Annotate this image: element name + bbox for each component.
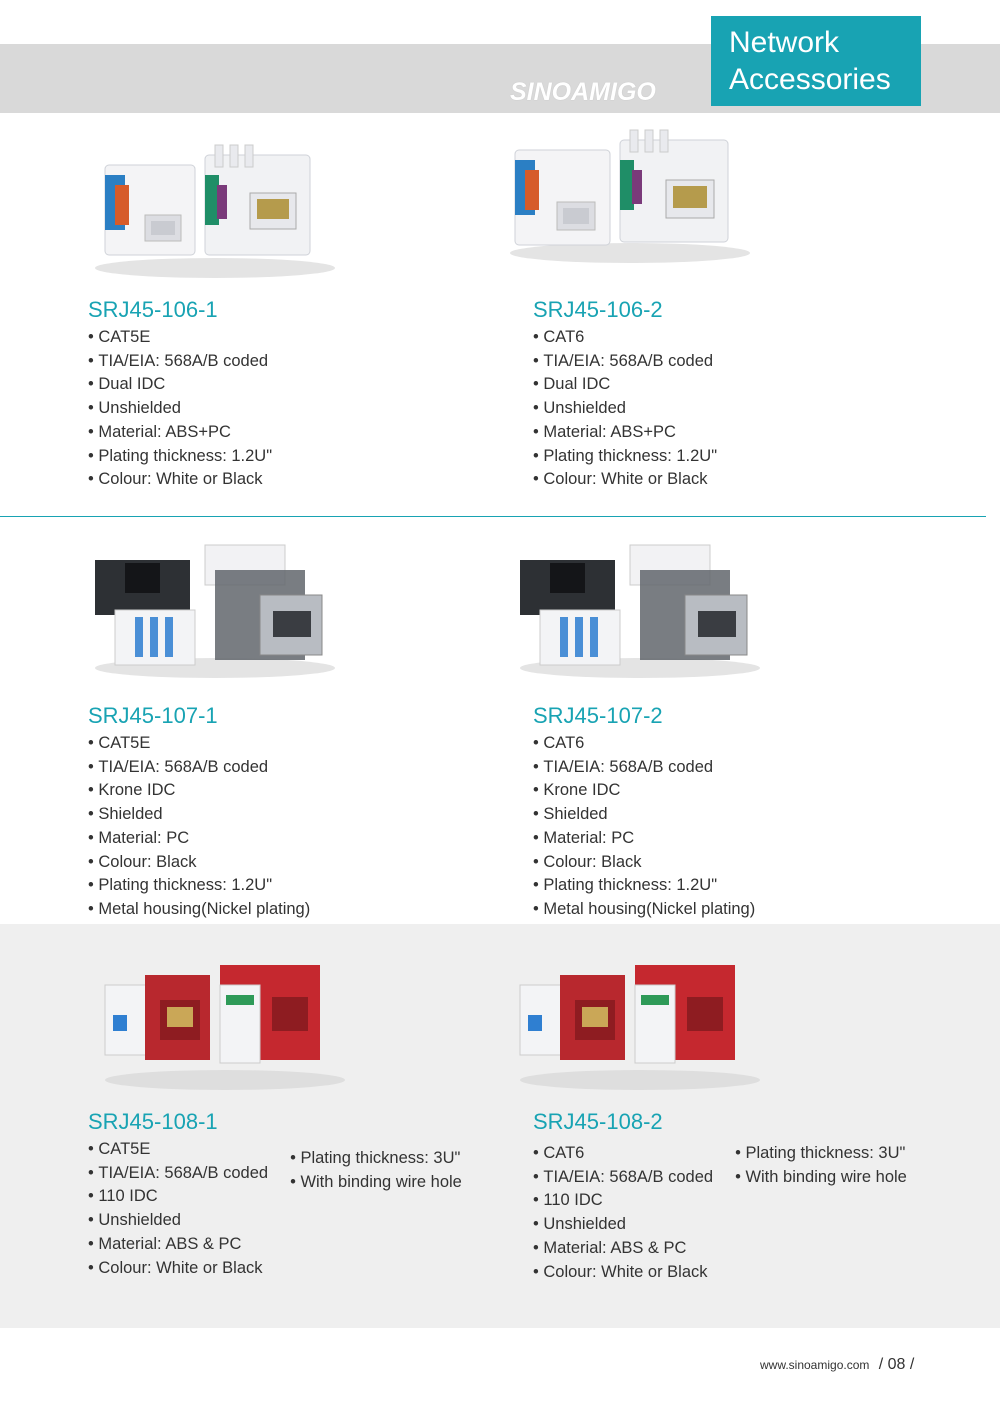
spec-item: • Plating thickness: 1.2U" xyxy=(88,874,508,898)
spec-item: • Colour: White or Black xyxy=(533,468,953,492)
product-srj45-108-1 xyxy=(88,1108,508,1280)
spec-item: • Colour: White or Black xyxy=(533,1261,713,1285)
spec-item: • Unshielded xyxy=(533,1213,713,1237)
spec-item: • TIA/EIA: 568A/B coded xyxy=(88,350,508,374)
spec-item: • TIA/EIA: 568A/B coded xyxy=(533,1166,713,1190)
spec-item: • CAT5E xyxy=(88,732,508,756)
spec-item: • Shielded xyxy=(88,803,508,827)
section-title-line1: Network xyxy=(729,26,840,59)
spec-item: • With binding wire hole xyxy=(290,1171,462,1195)
product-srj45-106-2 xyxy=(533,296,953,492)
spec-item: • CAT6 xyxy=(533,1142,713,1166)
brand-logo: SINOAMIGO xyxy=(510,78,656,106)
page-number: / 08 / xyxy=(878,1356,915,1373)
product-srj45-107-1 xyxy=(88,702,508,922)
product-name: SRJ45-107-1 xyxy=(88,703,218,728)
spec-item: • Material: ABS & PC xyxy=(533,1237,713,1261)
spec-item: • Plating thickness: 1.2U" xyxy=(88,445,508,469)
spec-list-extra xyxy=(290,1147,462,1280)
spec-list xyxy=(88,1138,268,1280)
spec-item: • Unshielded xyxy=(88,1209,268,1233)
product-image-srj45-108-2 xyxy=(510,955,770,1095)
spec-item: • Material: ABS+PC xyxy=(533,421,953,445)
product-name: SRJ45-107-2 xyxy=(533,703,663,728)
product-image-srj45-107-1 xyxy=(85,540,345,680)
spec-list-extra xyxy=(735,1142,907,1284)
spec-item: • Krone IDC xyxy=(533,779,953,803)
product-srj45-107-2 xyxy=(533,702,953,922)
product-image-srj45-106-2 xyxy=(500,125,760,265)
spec-item: • Colour: Black xyxy=(88,851,508,875)
spec-item: • Unshielded xyxy=(533,397,953,421)
spec-item: • Material: ABS & PC xyxy=(88,1233,268,1257)
spec-item: • CAT5E xyxy=(88,1138,268,1162)
product-srj45-108-2 xyxy=(533,1108,953,1284)
spec-item: • Plating thickness: 3U" xyxy=(735,1142,907,1166)
spec-list xyxy=(533,1142,713,1284)
spec-item: • CAT6 xyxy=(533,326,953,350)
spec-item: • With binding wire hole xyxy=(735,1166,907,1190)
spec-item: • Colour: White or Black xyxy=(88,1257,268,1281)
spec-item: • Dual IDC xyxy=(88,373,508,397)
spec-item: • Colour: Black xyxy=(533,851,953,875)
spec-item: • TIA/EIA: 568A/B coded xyxy=(533,350,953,374)
spec-item: • Material: ABS+PC xyxy=(88,421,508,445)
product-name: SRJ45-106-1 xyxy=(88,297,218,322)
footer-website: www.sinoamigo.com xyxy=(760,1358,870,1372)
spec-item: • Metal housing(Nickel plating) xyxy=(533,898,953,922)
spec-item: • Shielded xyxy=(533,803,953,827)
spec-list xyxy=(533,732,953,922)
spec-item: • Metal housing(Nickel plating) xyxy=(88,898,508,922)
spec-item: • Dual IDC xyxy=(533,373,953,397)
spec-list xyxy=(88,326,508,492)
spec-item: • Colour: White or Black xyxy=(88,468,508,492)
spec-item: • Plating thickness: 1.2U" xyxy=(533,445,953,469)
spec-list xyxy=(88,732,508,922)
spec-item: • 110 IDC xyxy=(533,1189,713,1213)
footer xyxy=(760,1356,914,1374)
product-image-srj45-106-1 xyxy=(85,140,345,280)
spec-item: • TIA/EIA: 568A/B coded xyxy=(88,1162,268,1186)
spec-list xyxy=(533,326,953,492)
spec-item: • Krone IDC xyxy=(88,779,508,803)
spec-item: • Plating thickness: 3U" xyxy=(290,1147,462,1171)
product-image-srj45-107-2 xyxy=(510,540,770,680)
section-divider xyxy=(0,516,986,517)
product-name: SRJ45-106-2 xyxy=(533,297,663,322)
product-srj45-106-1 xyxy=(88,296,508,492)
section-title-line2: Accessories xyxy=(729,63,891,96)
product-image-srj45-108-1 xyxy=(95,955,355,1095)
section-title xyxy=(711,16,921,106)
spec-item: • TIA/EIA: 568A/B coded xyxy=(88,756,508,780)
spec-item: • Plating thickness: 1.2U" xyxy=(533,874,953,898)
spec-item: • Unshielded xyxy=(88,397,508,421)
spec-item: • Material: PC xyxy=(88,827,508,851)
spec-item: • 110 IDC xyxy=(88,1185,268,1209)
spec-item: • CAT6 xyxy=(533,732,953,756)
spec-item: • TIA/EIA: 568A/B coded xyxy=(533,756,953,780)
spec-item: • CAT5E xyxy=(88,326,508,350)
product-name: SRJ45-108-1 xyxy=(88,1109,218,1134)
product-name: SRJ45-108-2 xyxy=(533,1109,663,1134)
spec-item: • Material: PC xyxy=(533,827,953,851)
